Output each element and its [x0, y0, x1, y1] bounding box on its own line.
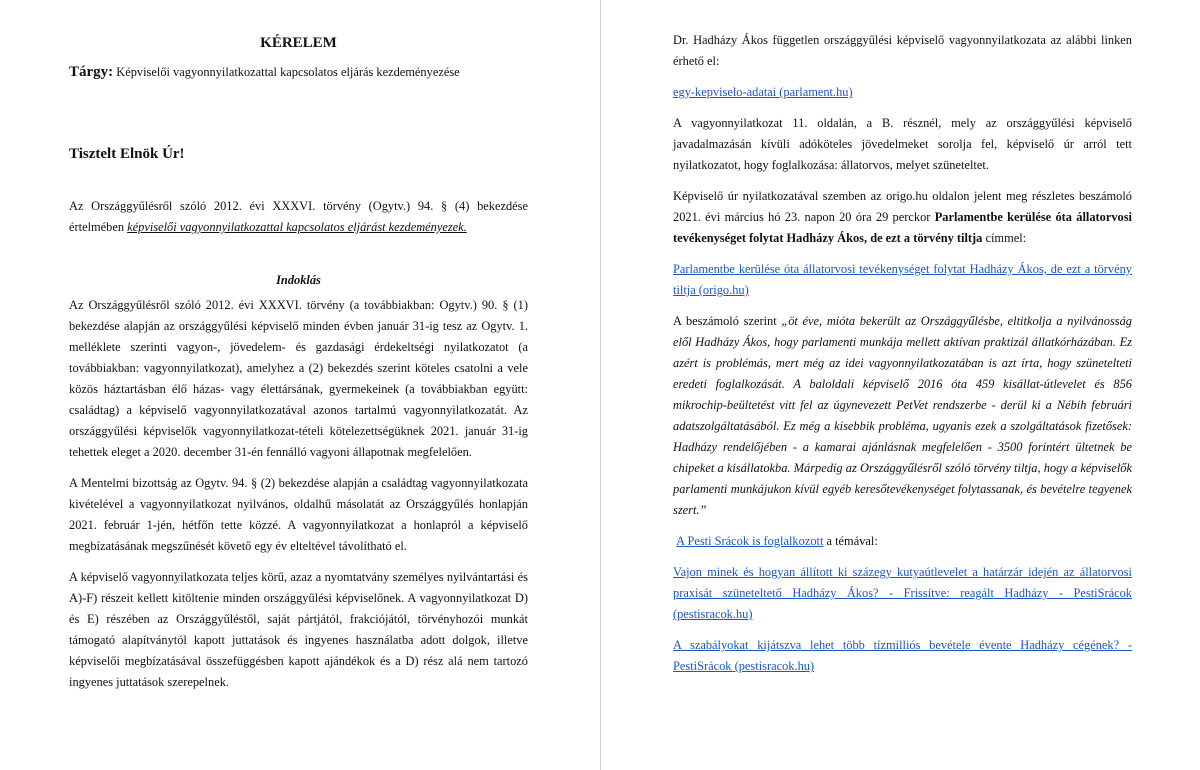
origo-tail-text: címmel:	[985, 231, 1027, 245]
document-title: KÉRELEM	[260, 35, 337, 51]
article-link-paragraph-1	[673, 562, 1132, 625]
pestisracok-link[interactable]: A Pesti Srácok is foglalkozott	[676, 534, 824, 548]
subject-line	[69, 62, 528, 82]
intro-emphasis: képviselői vagyonnyilatkozattal kapcsolatos eljárást kezdeményezek.	[127, 220, 467, 234]
intro-text: Az Országgyűlésről szóló 2012. évi XXXVI. törvény (Ogytv.) 94. § (4) bekezdése értelmében	[69, 199, 528, 234]
intro-paragraph	[69, 196, 528, 238]
origo-intro-text: Képviselő úr nyilatkozatával szemben az origo.hu oldalon jelent meg részletes beszámoló 2021. évi március hó 23. napon 20 óra 29 perckor	[673, 189, 1132, 224]
parliament-link[interactable]: egy-kepviselo-adatai (parlament.hu)	[673, 85, 853, 99]
origo-article-title: Parlamentbe kerülése óta állatorvosi tevékenységet folytat Hadházy Ákos, de ezt a törvény tiltja	[673, 210, 1132, 245]
quote-paragraph	[673, 311, 1132, 521]
section-heading: Indoklás	[276, 273, 321, 287]
pestisracok-tail: a témával:	[826, 534, 878, 548]
quote-text: „öt éve, mióta bekerült az Országgyűlésbe, eltitkolja a nyilvánosság elől Hadházy Ákos, hogy parlamenti munkája mellett aktívan praktizál állatkórházában. Ez azért is problémás, mert még az idei vagyonnyilatkozatában is azt írta, hogy szünetelteti eredeti foglalkozását. A baloldali képviselő 2016 óta 459 kisállat-útlevelet és 856 mikrochip-beültetést vitt fel az úgynevezett PetVet rendszerbe - derül ki a Nébih februári adatszolgáltatásából. Ez még a kisebbik probléma, ugyanis ezek a szolgáltatások fizetősek: Hadházy rendelőjében - a kamarai ajánlásnak megfelelően - 3500 forintért ültetnek be chipeket a kisállatokba. Márpedig az Országgyűlésről szóló törvény tiltja, hogy a képviselők parlamenti munkájukon kívül egyéb keresőtevékenységet folytassanak, és bevételre tegyenek szert.”	[673, 314, 1132, 517]
pestisracok-article-link-2[interactable]: A szabályokat kijátszva lehet több tízmilliós bevétele évente Hadházy cégének? - PestiSrácok (pestisracok.hu)	[673, 638, 1132, 673]
parliament-link-paragraph	[673, 82, 1132, 103]
subject-text: Képviselői vagyonnyilatkozattal kapcsolatos eljárás kezdeményezése	[116, 65, 460, 79]
pestisracok-paragraph	[673, 531, 1132, 552]
right-paragraph-3	[673, 186, 1132, 249]
right-paragraph-1: Dr. Hadházy Ákos független országgyűlési képviselő vagyonnyilatkozata az alábbi linken érhető el:	[673, 33, 1132, 68]
body-paragraph-3: A képviselő vagyonnyilatkozata teljes körű, azaz a nyomtatvány személyes nyilvántartási és A)-F) részeit kellett kitöltenie minden országgyűlési képviselőnek. A vagyonnyilatkozat D) és E) részében az Országgyűléstől, saját pártjától, frakciójától, törvényhozói munkát támogató alapítványtól kapott juttatások és ingyenes használatba adott dolgok, illetve képviselői megbízatásával összefüggésben kapott ajándékok és a D) rész alá nem tartozó ingyenes juttatások szerepelnek.	[69, 570, 528, 689]
right-paragraph-2: A vagyonnyilatkozat 11. oldalán, a B. résznél, mely az országgyűlési képviselő javadalmazásán kívüli adóköteles jövedelmeket sorolja fel, képviselő úr arról tett nyilatkozatot, hogy foglalkozása: állatorvos, melyet szüneteltet.	[673, 116, 1132, 172]
salutation: Tisztelt Elnök Úr!	[69, 146, 185, 162]
origo-link[interactable]: Parlamentbe kerülése óta állatorvosi tevékenységet folytat Hadházy Ákos, de ezt a törvény tiltja (origo.hu)	[673, 262, 1132, 297]
right-page	[601, 0, 1200, 770]
article-link-paragraph-2	[673, 635, 1132, 677]
body-paragraph-2: A Mentelmi bizottság az Ogytv. 94. § (2) bekezdése alapján a családtag vagyonnyilatkozata kivételével a vagyonnyilatkozat nyilvános, oldalhű másolatát az Országgyűlés honlapján 2021. február 1-jén, hétfőn tette közzé. A vagyonnyilatkozat a honlapról a képviselő megbízatásának megszűnését követő egy év elteltével távolítható el.	[69, 476, 528, 553]
origo-link-paragraph	[673, 259, 1132, 301]
subject-label: Tárgy:	[69, 64, 114, 80]
quote-intro: A beszámoló szerint	[673, 314, 777, 328]
body-paragraph-1: Az Országgyűlésről szóló 2012. évi XXXVI. törvény (a továbbiakban: Ogytv.) 90. § (1) bekezdése alapján az országgyűlési képviselő minden évben január 31-ig tesz az Ogytv. 1. melléklete szerinti vagyon-, jövedelem- és gazdasági érdekeltségi nyilatkozatot (a továbbiakban: vagyonnyilatkozat), amelyhez a (2) bekezdés szerint köteles csatolni a vele közös háztartásban élő házas- vagy élettársának, gyermekeinek (a továbbiakban együtt: családtag) a képviselő vagyonnyilatkozatával azonos tartalmú vagyonnyilatkozatát. Az országgyűlési képviselők vagyonnyilatkozat-tételi kötelezettségüknek 2021. január 31-ig tehettek eleget a 2020. december 31-én fennálló vagyoni állapotnak megfelelően.	[69, 298, 528, 459]
pestisracok-article-link-1[interactable]: Vajon minek és hogyan állított ki százegy kutyaútlevelet a határzár idején az állatorvosi praxisát szüneteltető Hadházy Ákos? - Frissítve: reagált Hadházy - PestiSrácok (pestisracok.hu)	[673, 565, 1132, 621]
